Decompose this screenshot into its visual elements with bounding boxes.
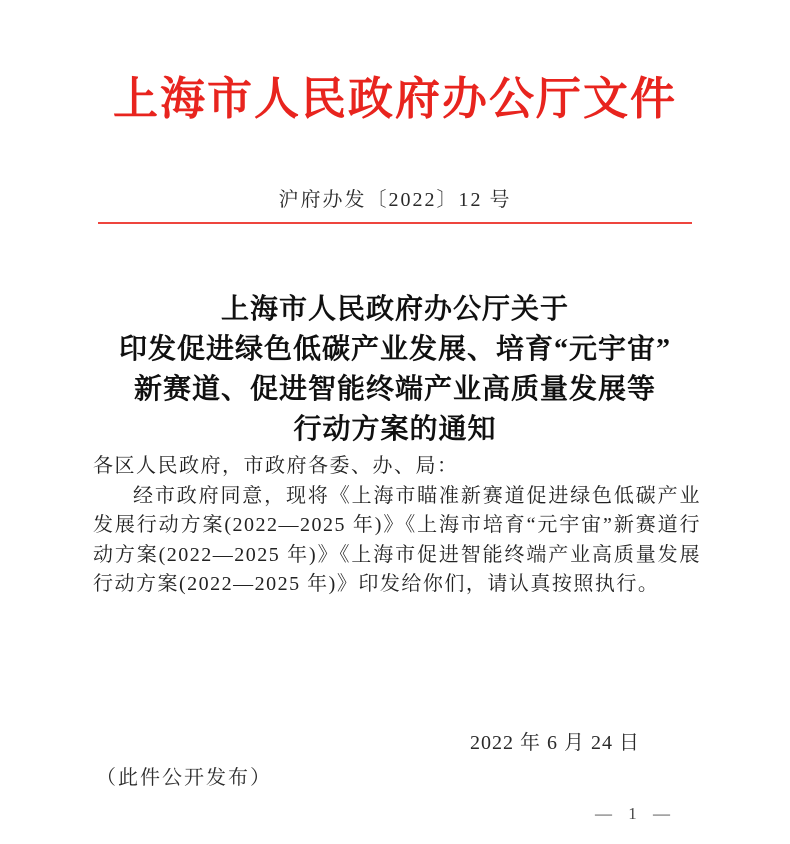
issue-date: 2022 年 6 月 24 日 [470, 732, 640, 754]
document-title-line-4: 行动方案的通知 [293, 414, 497, 445]
red-divider-line [98, 222, 692, 224]
document-title-line-2: 印发促进绿色低碳产业发展、培育“元宇宙” [118, 334, 671, 365]
page-number: — 1 — [595, 804, 671, 823]
document-title [45, 290, 745, 450]
letterhead-title: 上海市人民政府办公厅文件 [112, 74, 677, 124]
body-paragraph: 经市政府同意，现将《上海市瞄准新赛道促进绿色低碳产业发展行动方案(2022—2025 年)》《上海市培育“元宇宙”新赛道行动方案(2022—2025 年)》《上海市促进智能终端产业高质量发展行动方案(2022—2025 年)》印发给你们，请认真按照执行。 [93, 484, 701, 595]
public-release-note: （此件公开发布） [96, 767, 272, 789]
doc-number: 沪府办发〔2022〕12 号 [278, 189, 512, 211]
salutation: 各区人民政府，市政府各委、办、局： [93, 455, 459, 477]
document-title-line-3: 新赛道、促进智能终端产业高质量发展等 [133, 374, 656, 405]
document-body [93, 452, 701, 600]
document-title-line-1: 上海市人民政府办公厅关于 [220, 294, 569, 325]
